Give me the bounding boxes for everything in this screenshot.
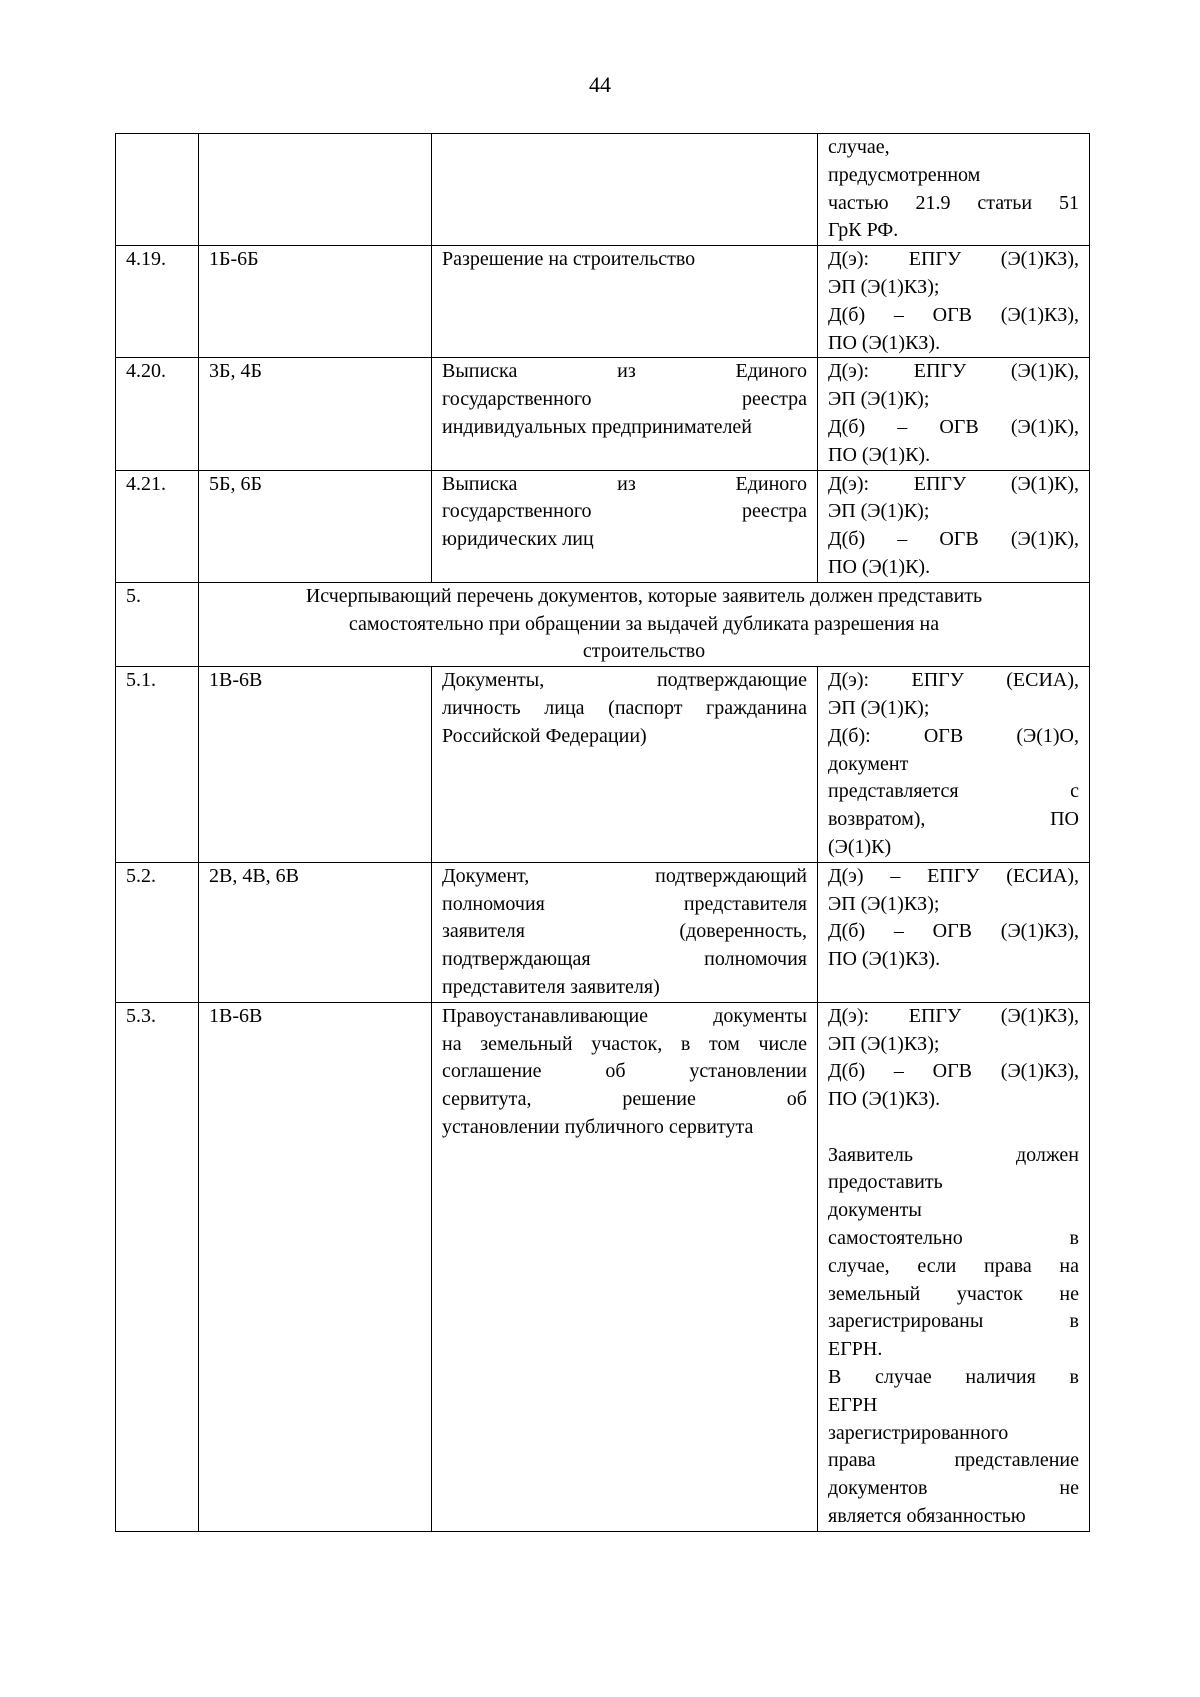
applicant-codes-cell: 1В-6В	[199, 667, 432, 863]
submission-requirements-cell	[818, 862, 1090, 1002]
requirement-line: представляется с	[828, 780, 1079, 803]
note-line: предоставить	[828, 1171, 943, 1194]
submission-requirements-cell	[818, 667, 1090, 863]
requirement-line: возвратом), ПО	[828, 808, 1079, 831]
note-line: является обязанностью	[828, 1505, 1026, 1528]
requirement-line: ЭП (Э(1)К);	[828, 696, 930, 719]
requirement-line: Д(э): ЕПГУ (ЕСИА),	[828, 669, 1079, 692]
requirement-line: Д(э): ЕПГУ (Э(1)КЗ),	[828, 1004, 1079, 1027]
requirement-line: ЭП (Э(1)КЗ);	[828, 275, 940, 298]
submission-requirements-cell	[818, 470, 1090, 582]
requirement-line: ГрК РФ.	[828, 219, 899, 242]
applicant-codes-cell: 5Б, 6Б	[199, 470, 432, 582]
row-number-cell: 5.1.	[116, 667, 199, 863]
note-line: самостоятельно в	[828, 1227, 1079, 1250]
requirement-line: Д(б) – ОГВ (Э(1)КЗ),	[828, 920, 1079, 943]
submission-requirements-cell	[818, 1002, 1090, 1531]
requirement-line: Д(э): ЕПГУ (Э(1)К),	[828, 360, 1079, 383]
document-name-line: подтверждающая полномочия	[442, 948, 807, 971]
document-name-line: на земельный участок, в том числе	[442, 1032, 807, 1055]
document-name-cell	[432, 667, 818, 863]
document-name-cell	[432, 134, 818, 246]
section-title-line: строительство	[582, 640, 706, 663]
table-row	[116, 1002, 1090, 1531]
requirement-line: Д(э): ЕПГУ (Э(1)К),	[828, 472, 1079, 495]
requirement-line: Д(э) – ЕПГУ (ЕСИА),	[828, 864, 1079, 887]
requirement-line: Д(б) – ОГВ (Э(1)КЗ),	[828, 303, 1079, 326]
note-line: документы	[828, 1199, 922, 1222]
row-number-cell: 4.21.	[116, 470, 199, 582]
applicant-codes-cell	[199, 134, 432, 246]
document-name-line: Выписка из Единого	[442, 360, 807, 383]
submission-requirements-cell	[818, 246, 1090, 358]
requirement-line: ЭП (Э(1)К);	[828, 388, 930, 411]
document-name-cell	[432, 862, 818, 1002]
note-line: Заявитель должен	[828, 1143, 1079, 1166]
document-name-line: Документы, подтверждающие	[442, 669, 807, 692]
row-number-cell: 5.3.	[116, 1002, 199, 1531]
requirement-line: частью 21.9 статьи 51	[828, 191, 1079, 214]
row-number-cell: 4.20.	[116, 358, 199, 470]
requirement-line: ЭП (Э(1)К);	[828, 500, 930, 523]
table-row	[116, 246, 1090, 358]
row-number-cell: 5.2.	[116, 862, 199, 1002]
requirement-line: Д(б) – ОГВ (Э(1)КЗ),	[828, 1060, 1079, 1083]
document-name-cell	[432, 1002, 818, 1531]
requirement-line: Д(б) – ОГВ (Э(1)К),	[828, 415, 1079, 438]
document-name-line: сервитута, решение об	[442, 1088, 807, 1111]
document-name-line: Документ, подтверждающий	[442, 864, 807, 887]
requirement-line: документ	[828, 752, 909, 775]
note-line: земельный участок не	[828, 1282, 1079, 1305]
document-name-cell	[432, 470, 818, 582]
row-number-cell	[116, 134, 199, 246]
document-name-cell	[432, 358, 818, 470]
paragraph-gap	[828, 1114, 1079, 1142]
note-line: зарегистрированы в	[828, 1310, 1079, 1333]
requirement-line: ПО (Э(1)К).	[828, 555, 931, 578]
note-line: ЕГРН	[828, 1393, 878, 1416]
document-name-line: соглашение об установлении	[442, 1060, 807, 1083]
requirement-line: (Э(1)К)	[828, 835, 892, 858]
requirement-line: Д(э): ЕПГУ (Э(1)КЗ),	[828, 248, 1079, 271]
table-row	[116, 470, 1090, 582]
document-name-line: Выписка из Единого	[442, 472, 807, 495]
requirement-line: Д(б): ОГВ (Э(1)О,	[828, 724, 1079, 747]
section-row	[116, 582, 1090, 666]
documents-table	[115, 133, 1090, 1532]
section-title-line: Исчерпывающий перечень документов, которые заявитель должен представить	[305, 584, 983, 607]
document-name-line: установлении публичного сервитута	[442, 1115, 754, 1138]
requirement-line: ПО (Э(1)КЗ).	[828, 948, 941, 971]
requirement-line: ПО (Э(1)К).	[828, 443, 931, 466]
requirement-line: ПО (Э(1)КЗ).	[828, 1088, 941, 1111]
note-line: права представление	[828, 1449, 1079, 1472]
note-line: зарегистрированного	[828, 1421, 1009, 1444]
submission-requirements-cell	[818, 358, 1090, 470]
note-line: ЕГРН.	[828, 1338, 883, 1361]
applicant-codes-cell: 3Б, 4Б	[199, 358, 432, 470]
document-name-line: индивидуальных предпринимателей	[442, 415, 752, 438]
document-name-line: Российской Федерации)	[442, 724, 647, 747]
submission-requirements-cell	[818, 134, 1090, 246]
applicant-codes-cell: 1Б-6Б	[199, 246, 432, 358]
document-name-line: полномочия представителя	[442, 892, 807, 915]
table-row	[116, 667, 1090, 863]
requirement-line: предусмотренном	[828, 163, 981, 186]
applicant-codes-cell: 1В-6В	[199, 1002, 432, 1531]
table-row	[116, 862, 1090, 1002]
requirement-line: ЭП (Э(1)КЗ);	[828, 1032, 940, 1055]
note-line: случае, если права на	[828, 1254, 1079, 1277]
requirement-line: случае,	[828, 136, 890, 158]
document-name-line: заявителя (доверенность,	[442, 920, 807, 943]
applicant-codes-cell: 2В, 4В, 6В	[199, 862, 432, 1002]
row-number-cell: 4.19.	[116, 246, 199, 358]
document-name-line: юридических лиц	[442, 528, 594, 551]
page-number: 44	[589, 72, 611, 97]
document-name-line: государственного реестра	[442, 388, 807, 411]
note-line: В случае наличия в	[828, 1366, 1079, 1389]
table-row	[116, 134, 1090, 246]
document-name-line: Правоустанавливающие документы	[442, 1004, 807, 1027]
section-title-cell	[199, 582, 1090, 666]
requirement-line: ЭП (Э(1)КЗ);	[828, 892, 940, 915]
section-title-line: самостоятельно при обращении за выдачей дубликата разрешения на	[348, 612, 940, 635]
requirement-line: Д(б) – ОГВ (Э(1)К),	[828, 528, 1079, 551]
document-name-line: представителя заявителя)	[442, 975, 660, 998]
document-name-line: личность лица (паспорт гражданина	[442, 696, 807, 719]
table-row	[116, 358, 1090, 470]
requirement-line: ПО (Э(1)КЗ).	[828, 331, 941, 354]
document-name-line: государственного реестра	[442, 500, 807, 523]
section-number-cell: 5.	[116, 582, 199, 666]
note-line: документов не	[828, 1477, 1079, 1500]
document-name-cell: Разрешение на строительство	[432, 246, 818, 358]
